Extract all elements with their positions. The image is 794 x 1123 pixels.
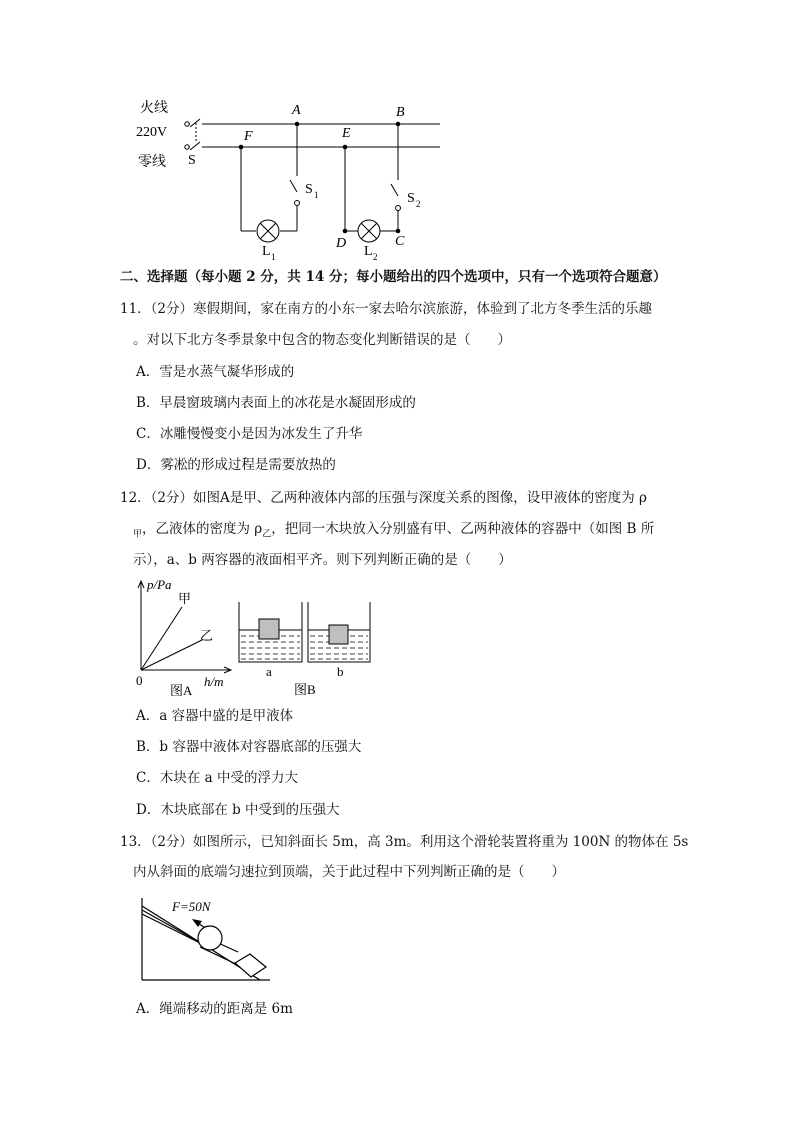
force-label: F=50N: [172, 899, 211, 914]
lamp-l2-label: L: [364, 244, 373, 259]
switch-s1-label: S: [305, 182, 313, 197]
live-wire-label: 火线: [140, 101, 168, 116]
figure-b-caption: 图B: [294, 682, 316, 697]
node-a-label: A: [292, 103, 301, 118]
container-b-label: b: [337, 664, 344, 679]
node-f-label: F: [244, 129, 253, 144]
pulley-wheel: [198, 926, 222, 950]
graph-y-axis-label: p/Pa: [147, 577, 172, 592]
q12-option-b: B．b 容器中液体对容器底部的压强大: [136, 739, 362, 755]
circuit-diagram: [130, 92, 450, 267]
q11-option-b: B．早晨窗玻璃内表面上的冰花是水凝固形成的: [136, 395, 416, 411]
figure-a-caption: 图A: [170, 683, 193, 698]
q12-stem-line3: 示），a、b 两容器的液面相平齐。则下列判断正确的是（ ）: [133, 552, 512, 568]
voltage-label: 220V: [136, 125, 168, 140]
switch-s1-subscript: 1: [314, 190, 319, 200]
q12-option-a: A．a 容器中盛的是甲液体: [136, 708, 294, 724]
wooden-block-a: [259, 619, 279, 639]
incline-pulley-diagram: [132, 892, 277, 987]
q12-stem-line2-part2: ，把同一木块放入分别盛有甲、乙两种液体的容器中（如图 B 所: [271, 521, 655, 537]
q12-option-c: C．木块在 a 中受的浮力大: [136, 770, 298, 786]
lamp-l2-subscript: 2: [373, 252, 378, 262]
node-b-label: B: [396, 105, 405, 120]
q12-stem-line2: [133, 520, 654, 544]
switch-s2-label: S: [407, 191, 415, 206]
lamp-l1-label: L: [262, 244, 271, 259]
q11-option-a: A．雪是水蒸气凝华形成的: [136, 364, 295, 380]
container-a-label: a: [266, 664, 272, 679]
q13-stem-line1: 13．（2分）如图所示，已知斜面长 5m，高 3m。利用这个滑轮装置将重为 100N 的物体在 5s: [120, 834, 689, 850]
q11-stem-line1: 11．（2分）寒假期间，家在南方的小东一家去哈尔滨旅游，体验到了北方冬季生活的乐趣: [120, 301, 653, 317]
q12-stem-line1: 12．（2分）如图A是甲、乙两种液体内部的压强与深度关系的图像，设甲液体的密度为 ρ: [120, 490, 647, 506]
wooden-block-b: [329, 625, 348, 644]
neutral-wire-label: 零线: [138, 155, 166, 170]
q12-stem-line2-part1: ，乙液体的密度为 ρ: [142, 521, 263, 537]
figure-b-containers: [232, 596, 382, 700]
q11-option-d: D．雾凇的形成过程是需要放热的: [136, 457, 336, 473]
figure-a-pressure-depth-graph: [130, 575, 240, 700]
q12-option-d: D．木块底部在 b 中受到的压强大: [136, 802, 340, 818]
node-c-label: C: [395, 234, 405, 249]
graph-origin-label: 0: [136, 673, 143, 688]
q13-option-a: A．绳端移动的距离是 6m: [136, 1001, 293, 1017]
graph-x-axis-label: h/m: [204, 674, 224, 689]
section-heading: 二、选择题（每小题 2 分，共 14 分；每小题给出的四个选项中，只有一个选项符合题意）: [120, 269, 667, 285]
q11-option-c: C．冰雕慢慢变小是因为冰发生了升华: [136, 426, 363, 442]
q11-stem-line2: 。对以下北方冬季景象中包含的物态变化判断错误的是（ ）: [133, 332, 511, 348]
lamp-l1-subscript: 1: [271, 252, 276, 262]
switch-s2-subscript: 2: [416, 199, 421, 209]
block-on-incline: [235, 954, 266, 977]
main-switch-label: S: [188, 153, 196, 168]
graph-line-jia-label: 甲: [178, 591, 192, 606]
graph-line-yi-label: 乙: [200, 628, 214, 643]
node-d-label: D: [336, 236, 347, 251]
rho-jia-subscript: 甲: [133, 529, 143, 540]
q13-stem-line2: 内从斜面的底端匀速拉到顶端，关于此过程中下列判断正确的是（ ）: [133, 864, 565, 880]
node-e-label: E: [342, 126, 351, 141]
rho-yi-subscript: 乙: [262, 529, 272, 540]
